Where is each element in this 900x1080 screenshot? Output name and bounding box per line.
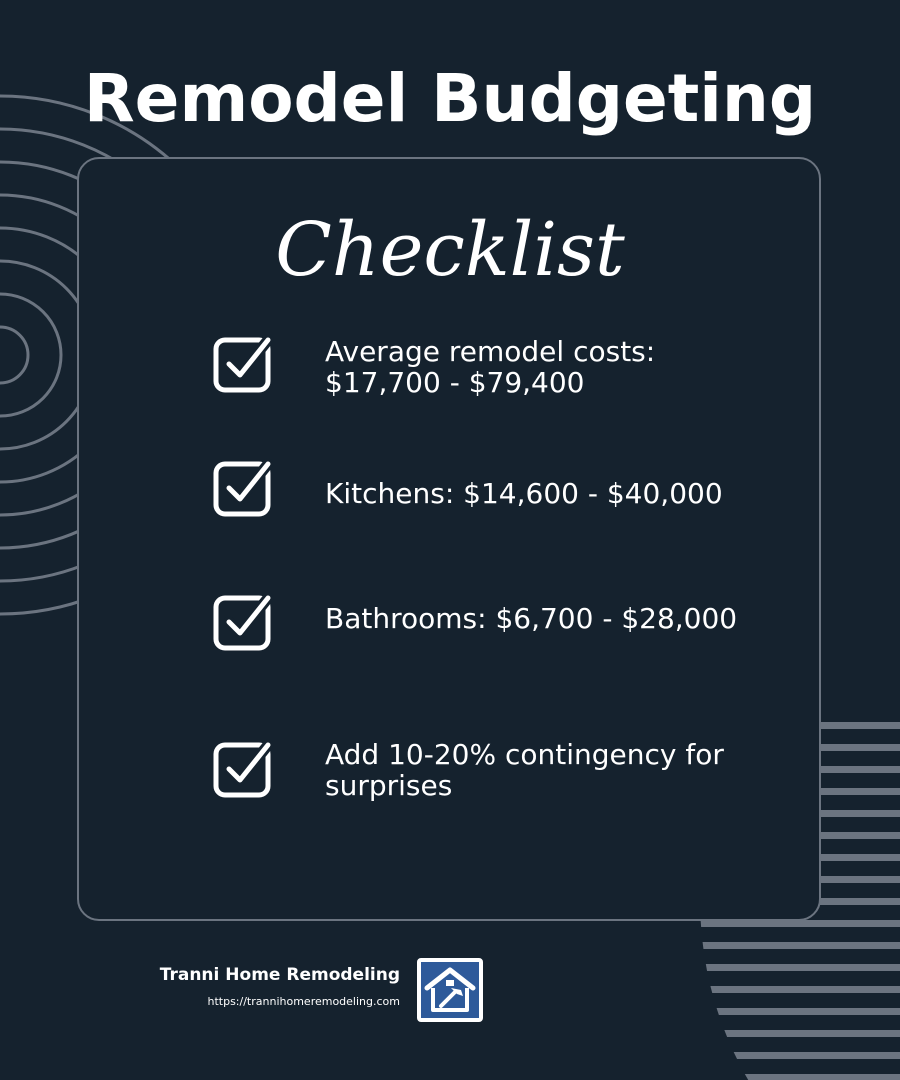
house-hammer-logo-icon <box>421 962 479 1018</box>
company-url[interactable]: https://trannihomeremodeling.com <box>207 995 400 1008</box>
item-line-2: surprises <box>325 769 453 802</box>
page-title: Remodel Budgeting <box>83 60 817 137</box>
item-line-1: Add 10-20% contingency for <box>325 738 724 771</box>
checkbox-checked-icon <box>212 458 274 520</box>
item-line-1: Kitchens: $14,600 - $40,000 <box>325 477 723 510</box>
company-logo[interactable] <box>417 958 483 1022</box>
checklist-item-text <box>325 336 655 398</box>
checklist-item-text <box>325 739 724 801</box>
checkbox-checked-icon <box>212 739 274 801</box>
item-line-1: Average remodel costs: <box>325 335 656 368</box>
item-line-1: Bathrooms: $6,700 - $28,000 <box>325 602 738 635</box>
checklist-item-text <box>325 478 723 509</box>
checkbox-checked-icon <box>212 592 274 654</box>
checklist-item-text <box>325 603 737 634</box>
checkbox-checked-icon <box>212 334 274 396</box>
company-name: Tranni Home Remodeling <box>159 965 400 985</box>
checklist-heading: Checklist <box>275 207 625 293</box>
item-line-2: $17,700 - $79,400 <box>325 366 585 399</box>
